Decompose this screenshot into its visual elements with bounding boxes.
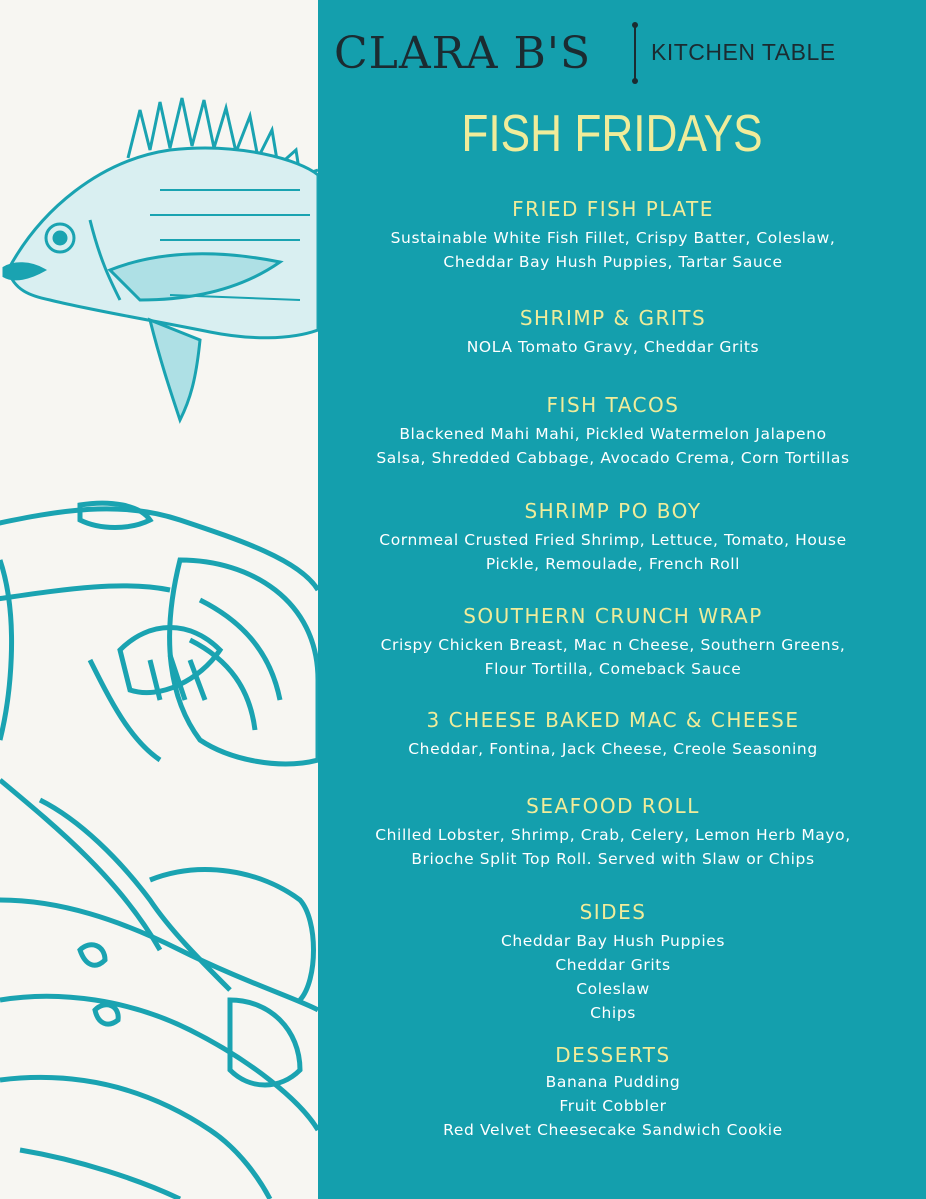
menu-item-description: NOLA Tomato Gravy, Cheddar Grits [466, 338, 760, 356]
section-heading: DESSERTS [555, 1043, 671, 1067]
menu-item [318, 707, 908, 761]
menu-item [318, 392, 908, 470]
menu-item-description: Crispy Chicken Breast, Mac n Cheese, Southern Greens, Flour Tortilla, Comeback Sauce [380, 636, 846, 678]
sides-list: Cheddar Bay Hush Puppies Cheddar Grits Coleslaw Chips [500, 932, 726, 1022]
sides-section [318, 899, 908, 1025]
menu-item-name: SHRIMP PO BOY [524, 499, 702, 523]
shrimp-icon [0, 503, 318, 764]
menu-item [318, 498, 908, 576]
menu-item-name: SOUTHERN CRUNCH WRAP [463, 604, 763, 628]
menu-item-description: Chilled Lobster, Shrimp, Crab, Celery, Lemon Herb Mayo, Brioche Split Top Roll. Served with Slaw or Chips [375, 826, 851, 868]
menu-title: FISH FRIDAYS [461, 105, 763, 163]
menu-item [318, 603, 908, 681]
menu-item-description: Cornmeal Crusted Fried Shrimp, Lettuce, Tomato, House Pickle, Remoulade, French Roll [379, 531, 847, 573]
menu-item-name: SHRIMP & GRITS [519, 306, 707, 330]
menu-item [318, 196, 908, 274]
menu-item-description: Sustainable White Fish Fillet, Crispy Batter, Coleslaw, Cheddar Bay Hush Puppies, Tartar Sauce [390, 229, 836, 271]
menu-item-name: SEAFOOD ROLL [526, 794, 700, 818]
lobster-icon [0, 780, 318, 1199]
menu-item [318, 305, 908, 359]
logo-divider [634, 24, 636, 82]
desserts-list: Banana Pudding Fruit Cobbler Red Velvet Cheesecake Sandwich Cookie [443, 1073, 783, 1139]
restaurant-logo [318, 24, 926, 84]
menu-item-name: 3 CHEESE BAKED MAC & CHEESE [426, 708, 800, 732]
menu-item-name: FISH TACOS [546, 393, 680, 417]
desserts-section [318, 1042, 908, 1142]
menu-item-description: Blackened Mahi Mahi, Pickled Watermelon Jalapeno Salsa, Shredded Cabbage, Avocado Crema, Corn Tortillas [376, 425, 850, 467]
brand-subtitle: KITCHEN TABLE [651, 39, 836, 65]
seafood-illustration [0, 0, 318, 1199]
section-heading: SIDES [579, 900, 647, 924]
menu-item-description: Cheddar, Fontina, Jack Cheese, Creole Seasoning [408, 740, 818, 758]
brand-name: CLARA B'S [334, 28, 592, 79]
menu-item-name: FRIED FISH PLATE [512, 197, 714, 221]
illustration-panel [0, 0, 318, 1199]
menu-item [318, 793, 908, 871]
fish-icon [4, 98, 318, 420]
